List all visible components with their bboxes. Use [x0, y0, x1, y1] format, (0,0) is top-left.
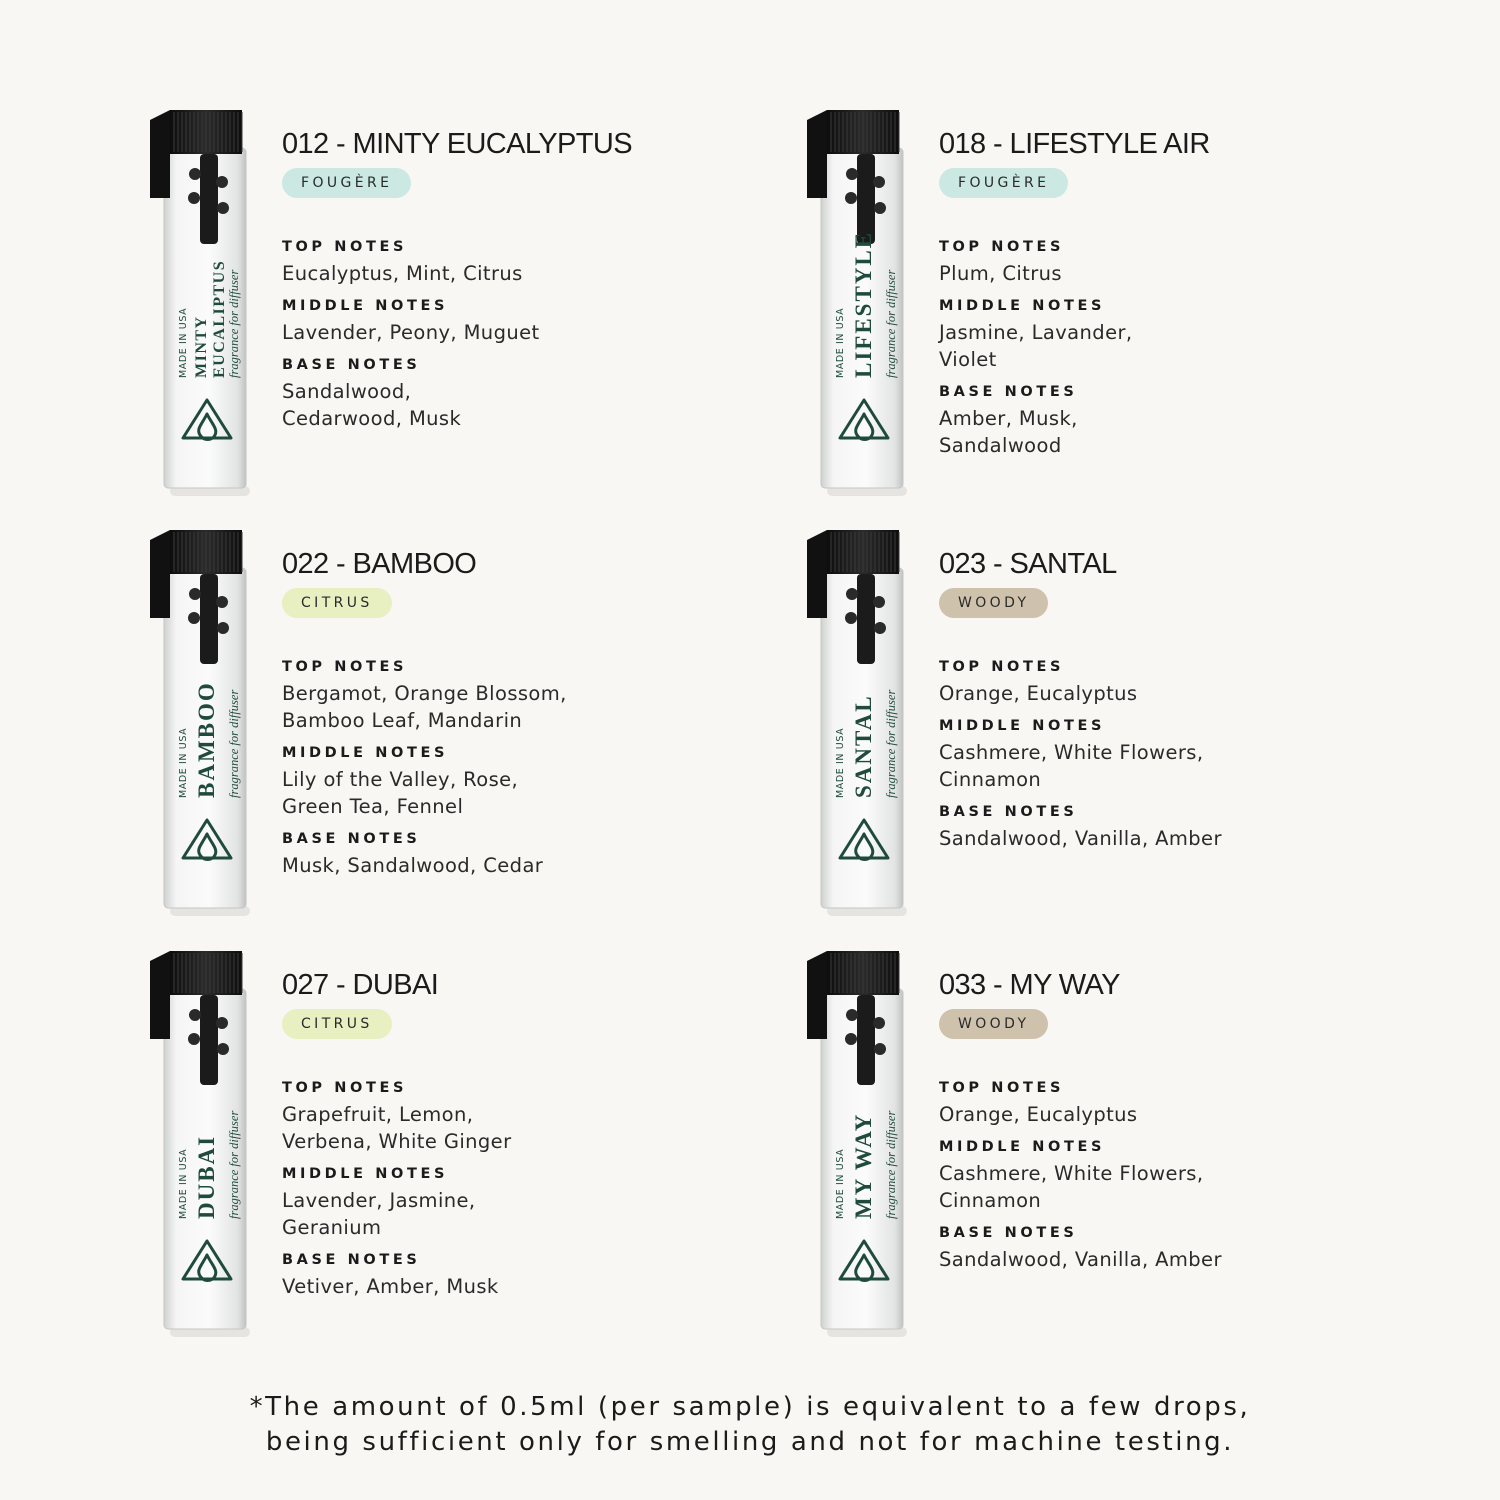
top-notes-heading: TOP NOTES — [939, 659, 1064, 675]
vial-made-in-label: MADE IN USA — [178, 727, 189, 798]
vial-subtitle-label: fragrance for diffuser — [227, 689, 241, 798]
product-card-2 — [807, 108, 1427, 508]
vial-wand — [857, 574, 875, 664]
middle-notes-group — [282, 297, 762, 346]
category-badge: FOUGÈRE — [939, 168, 1068, 198]
vial-name-label: DUBAI — [194, 1134, 219, 1219]
vial-wand — [857, 154, 875, 244]
base-notes-value: Amber, Musk, Sandalwood — [939, 407, 1078, 457]
middle-notes-value: Lavender, Jasmine, Geranium — [282, 1189, 476, 1239]
top-notes-heading: TOP NOTES — [939, 239, 1064, 255]
top-notes-group — [282, 1079, 762, 1155]
footnote: *The amount of 0.5ml (per sample) is equivalent to a few drops, being sufficient only for smelling and not for machine testing. — [249, 1392, 1251, 1457]
vial-cap — [150, 951, 170, 1039]
vial-subtitle-label: fragrance for diffuser — [884, 689, 898, 798]
notes-list — [939, 1079, 1419, 1273]
vial-made-in-label: MADE IN USA — [178, 307, 189, 378]
product-info — [939, 126, 1419, 469]
product-card-5 — [150, 949, 770, 1349]
top-notes-value: Eucalyptus, Mint, Citrus — [282, 262, 523, 285]
base-notes-heading: BASE NOTES — [939, 1225, 1078, 1241]
middle-notes-group — [282, 744, 762, 820]
vial-cap — [150, 530, 170, 618]
base-notes-value: Musk, Sandalwood, Cedar — [282, 854, 544, 877]
notes-list — [282, 658, 762, 879]
vial-made-in-label: MADE IN USA — [835, 1148, 846, 1219]
vial-illustration — [807, 108, 917, 498]
top-notes-group — [939, 658, 1419, 707]
base-notes-group — [282, 1251, 762, 1300]
product-info — [282, 126, 762, 442]
vial-cap — [807, 530, 827, 618]
product-title: 023 - SANTAL — [939, 548, 1117, 580]
top-notes-heading: TOP NOTES — [282, 659, 407, 675]
vial-wand — [200, 574, 218, 664]
middle-notes-group — [282, 1165, 762, 1241]
vial-illustration — [807, 949, 917, 1339]
base-notes-group — [939, 1224, 1419, 1273]
product-title: 033 - MY WAY — [939, 969, 1120, 1001]
top-notes-heading: TOP NOTES — [282, 239, 407, 255]
middle-notes-value: Lily of the Valley, Rose, Green Tea, Fennel — [282, 768, 519, 818]
vial-illustration — [150, 528, 260, 918]
vial-name-label: EUCALIPTUS — [211, 259, 228, 378]
sample-vial-image — [150, 528, 260, 918]
base-notes-heading: BASE NOTES — [939, 804, 1078, 820]
vial-illustration — [150, 949, 260, 1339]
product-title: 012 - MINTY EUCALYPTUS — [282, 128, 632, 160]
notes-list — [939, 238, 1419, 459]
middle-notes-heading: MIDDLE NOTES — [282, 298, 448, 314]
middle-notes-heading: MIDDLE NOTES — [282, 745, 448, 761]
top-notes-value: Grapefruit, Lemon, Verbena, White Ginger — [282, 1103, 512, 1153]
sample-vial-image — [150, 949, 260, 1339]
middle-notes-heading: MIDDLE NOTES — [939, 1139, 1105, 1155]
base-notes-heading: BASE NOTES — [282, 1252, 421, 1268]
category-badge: WOODY — [939, 588, 1048, 618]
middle-notes-heading: MIDDLE NOTES — [939, 298, 1105, 314]
vial-name-label: MINTY — [193, 315, 210, 378]
product-info — [939, 967, 1419, 1283]
top-notes-value: Plum, Citrus — [939, 262, 1062, 285]
top-notes-group — [282, 238, 762, 287]
sample-vial-image — [807, 528, 917, 918]
notes-list — [282, 1079, 762, 1300]
base-notes-group — [282, 830, 762, 879]
base-notes-value: Vetiver, Amber, Musk — [282, 1275, 499, 1298]
product-card-1 — [150, 108, 770, 508]
notes-list — [282, 238, 762, 432]
base-notes-value: Sandalwood, Vanilla, Amber — [939, 1248, 1222, 1271]
top-notes-group — [939, 238, 1419, 287]
vial-cap — [807, 110, 827, 198]
product-card-4 — [807, 528, 1427, 928]
vial-illustration — [150, 108, 260, 498]
middle-notes-value: Cashmere, White Flowers, Cinnamon — [939, 1162, 1204, 1212]
vial-made-in-label: MADE IN USA — [178, 1148, 189, 1219]
base-notes-value: Sandalwood, Cedarwood, Musk — [282, 380, 462, 430]
middle-notes-group — [939, 717, 1419, 793]
vial-subtitle-label: fragrance for diffuser — [884, 1110, 898, 1219]
vial-cap — [807, 951, 827, 1039]
middle-notes-heading: MIDDLE NOTES — [282, 1166, 448, 1182]
middle-notes-group — [939, 297, 1419, 373]
category-badge: WOODY — [939, 1009, 1048, 1039]
vial-name-label: LIFESTYLE — [851, 230, 876, 378]
vial-wand — [857, 995, 875, 1085]
vial-wand — [200, 995, 218, 1085]
vial-name-label: MY WAY — [851, 1112, 876, 1219]
top-notes-value: Orange, Eucalyptus — [939, 1103, 1138, 1126]
middle-notes-value: Cashmere, White Flowers, Cinnamon — [939, 741, 1204, 791]
vial-name-label: SANTAL — [851, 694, 876, 798]
base-notes-value: Sandalwood, Vanilla, Amber — [939, 827, 1222, 850]
vial-cap — [150, 110, 170, 198]
notes-list — [939, 658, 1419, 852]
vial-wand — [200, 154, 218, 244]
product-title: 022 - BAMBOO — [282, 548, 477, 580]
sample-vial-image — [150, 108, 260, 498]
base-notes-group — [282, 356, 762, 432]
product-info — [282, 546, 762, 889]
base-notes-heading: BASE NOTES — [282, 357, 421, 373]
top-notes-value: Orange, Eucalyptus — [939, 682, 1138, 705]
vial-made-in-label: MADE IN USA — [835, 307, 846, 378]
product-info — [939, 546, 1419, 862]
vial-subtitle-label: fragrance for diffuser — [884, 269, 898, 378]
base-notes-group — [939, 383, 1419, 459]
product-card-6 — [807, 949, 1427, 1349]
top-notes-value: Bergamot, Orange Blossom, Bamboo Leaf, Mandarin — [282, 682, 567, 732]
top-notes-heading: TOP NOTES — [939, 1080, 1064, 1096]
product-title: 018 - LIFESTYLE AIR — [939, 128, 1210, 160]
vial-made-in-label: MADE IN USA — [835, 727, 846, 798]
top-notes-group — [282, 658, 762, 734]
vial-name-label: BAMBOO — [194, 681, 219, 798]
vial-illustration — [807, 528, 917, 918]
middle-notes-group — [939, 1138, 1419, 1214]
base-notes-group — [939, 803, 1419, 852]
base-notes-heading: BASE NOTES — [282, 831, 421, 847]
middle-notes-value: Jasmine, Lavander, Violet — [939, 321, 1133, 371]
category-badge: CITRUS — [282, 588, 392, 618]
category-badge: CITRUS — [282, 1009, 392, 1039]
product-card-3 — [150, 528, 770, 928]
category-badge: FOUGÈRE — [282, 168, 411, 198]
base-notes-heading: BASE NOTES — [939, 384, 1078, 400]
vial-subtitle-label: fragrance for diffuser — [227, 269, 241, 378]
vial-subtitle-label: fragrance for diffuser — [227, 1110, 241, 1219]
middle-notes-heading: MIDDLE NOTES — [939, 718, 1105, 734]
middle-notes-value: Lavender, Peony, Muguet — [282, 321, 540, 344]
top-notes-group — [939, 1079, 1419, 1128]
product-title: 027 - DUBAI — [282, 969, 439, 1001]
product-info — [282, 967, 762, 1310]
top-notes-heading: TOP NOTES — [282, 1080, 407, 1096]
sample-vial-image — [807, 949, 917, 1339]
sample-vial-image — [807, 108, 917, 498]
